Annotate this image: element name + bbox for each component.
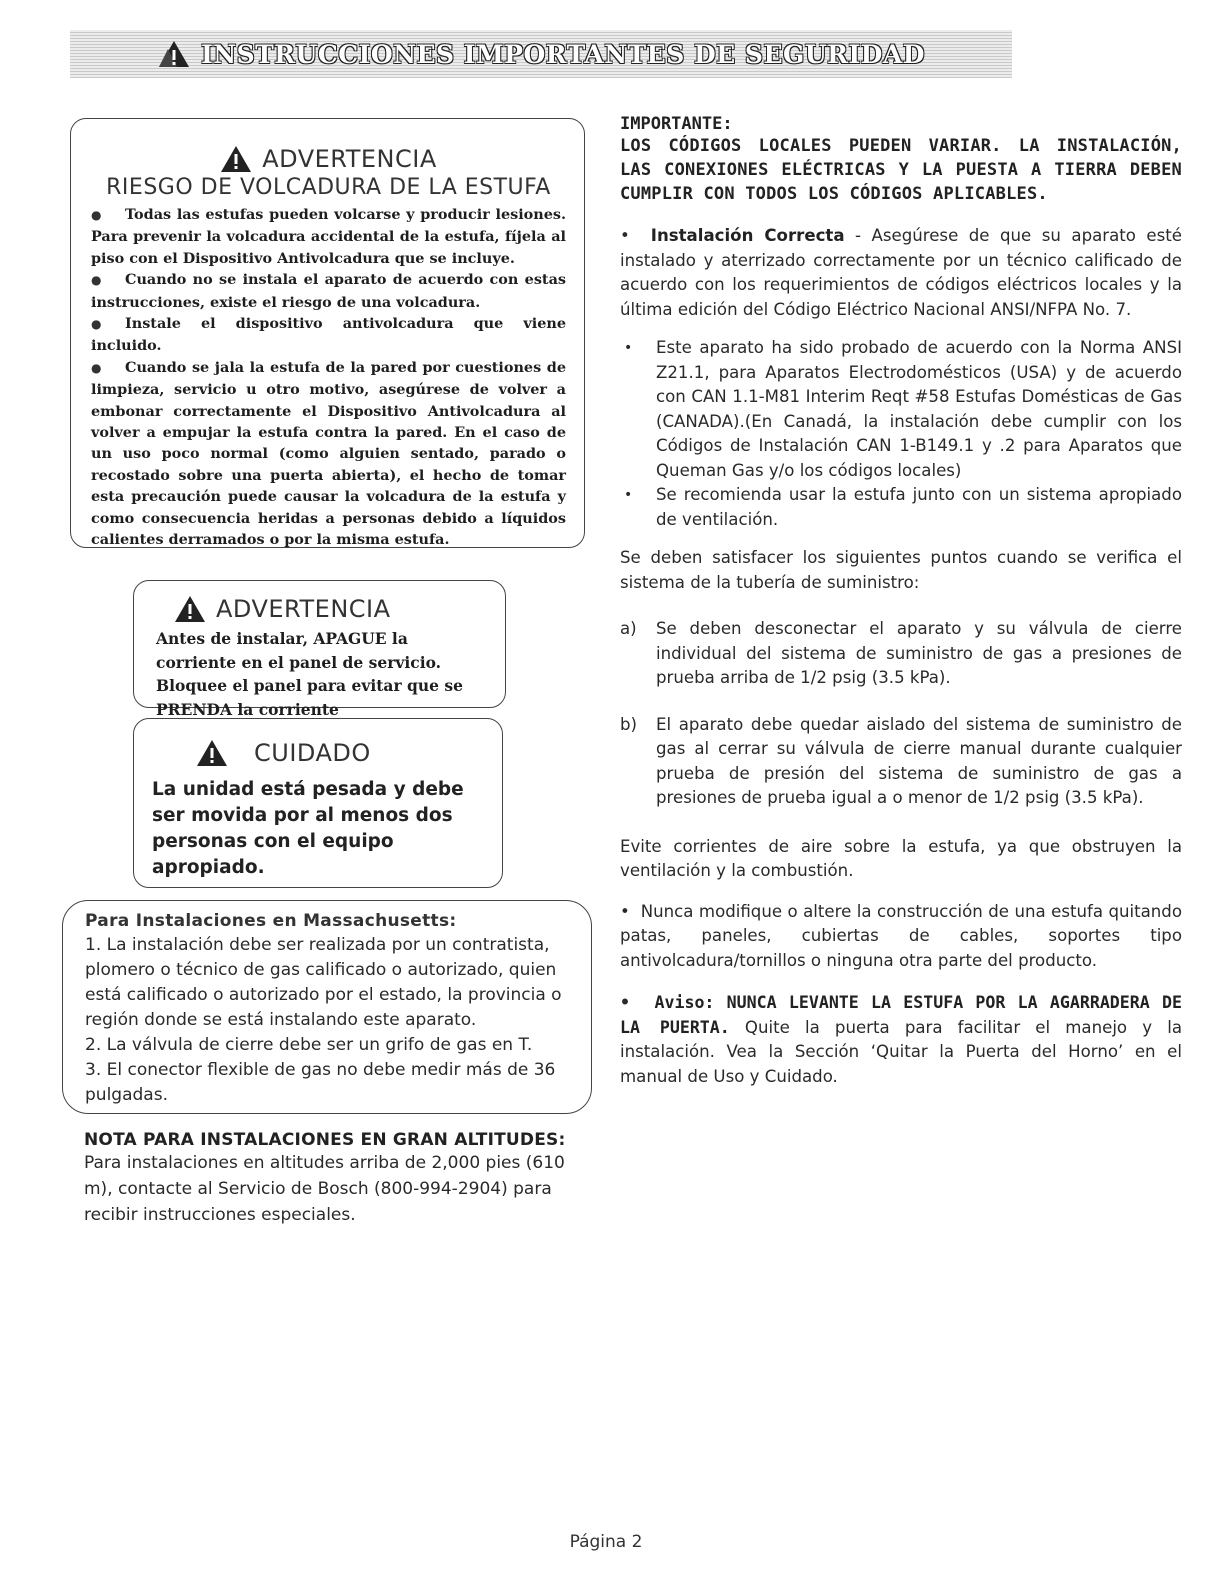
list-label: b)	[620, 714, 638, 734]
right-column	[620, 114, 1182, 1089]
massachusetts-item: 2. La válvula de cierre debe ser un grifo de gas en T.	[85, 1035, 533, 1055]
page-number: Página 2	[569, 1532, 643, 1552]
power-heading: ADVERTENCIA	[216, 595, 391, 623]
tipover-list	[91, 204, 566, 551]
standards-list	[620, 336, 1182, 532]
warning-icon	[157, 39, 191, 69]
caution-heading: CUIDADO	[254, 739, 371, 767]
massachusetts-item: 1. La instalación debe ser realizada por un contratista, plomero o técnico de gas calificado o autorizado, quien está calificado o autorizado por el estado, la provincia o región donde se está instalando este aparato.	[85, 935, 562, 1030]
install-text: - Asegúrese de que su aparato esté instalado y aterrizado correctamente por un técnico calificado de acuerdo con los requerimientos de códigos eléctricos locales y la última edición del Código Eléctrico Nacional ANSI/NFPA No. 7.	[620, 226, 1182, 319]
install-paragraph	[620, 224, 1182, 322]
altitude-note	[84, 1130, 594, 1228]
bullet-icon: •	[620, 993, 655, 1012]
header-title-row	[157, 39, 925, 69]
power-heading-row	[156, 595, 487, 623]
list-item: • Este aparato ha sido probado de acuerdo con la Norma ANSI Z21.1, para Aparatos Electrodomésticos (USA) y de acuerdo con CAN 1.1-M81 Interim Reqt #58 Estufas Domésticas de Gas (CANADA).(En Canadá, la instalación debe cumplir con los Códigos de Instalación CAN 1-B149.1 y .2 para Aparatos que Queman Gas y/o los códigos locales)	[624, 338, 1182, 480]
bullet-icon: ●	[91, 273, 102, 288]
bullet-icon: •	[624, 487, 633, 503]
tipover-heading-row	[91, 145, 566, 173]
list-item: ● Cuando no se instala el aparato de acuerdo con estas instrucciones, existe el riesgo de una volcadura.	[91, 271, 566, 311]
supply-item-a	[620, 617, 1182, 691]
page-title: INSTRUCCIONES IMPORTANTES DE SEGURIDAD	[201, 39, 925, 69]
massachusetts-item: 3. El conector flexible de gas no debe medir más de 36 pulgadas.	[85, 1060, 556, 1105]
tipover-heading: ADVERTENCIA	[262, 145, 437, 173]
aviso-lead: Aviso: NUNCA LEVANTE LA ESTUFA POR LA AGARRADERA DE LA PUERTA.	[620, 993, 1182, 1037]
altitude-title: NOTA PARA INSTALACIONES EN GRAN ALTITUDES:	[84, 1130, 566, 1150]
never-modify-paragraph: • Nunca modifique o altere la construcción de una estufa quitando patas, paneles, cubiertas de cables, soportes tipo antivolcadura/tornillos o ninguna otra parte del producto.	[620, 901, 1182, 970]
massachusetts-title: Para Instalaciones en Massachusetts:	[85, 911, 457, 931]
bullet-icon: ●	[91, 317, 102, 332]
massachusetts-box	[62, 900, 592, 1114]
aviso-text: Quite la puerta para facilitar el manejo y la instalación. Vea la Sección ‘Quitar la Puerta del Horno’ en el manual de Uso y Cuidado.	[620, 1017, 1182, 1086]
power-text: Antes de instalar, APAGUE la corriente en el panel de servicio. Bloquee el panel para evitar que se PRENDA la corriente	[156, 629, 463, 719]
warning-icon	[220, 145, 252, 173]
bullet-icon: •	[624, 340, 633, 356]
bullet-icon: •	[620, 901, 641, 921]
list-item: ● Todas las estufas pueden volcarse y producir lesiones. Para prevenir la volcadura accidental de la estufa, fíjela al piso con el Dispositivo Antivolcadura que se incluye.	[91, 206, 566, 267]
list-label: a)	[620, 619, 637, 638]
warning-icon	[196, 739, 228, 767]
list-item: ● Instale el dispositivo antivolcadura que viene incluido.	[91, 315, 566, 355]
caution-text: La unidad está pesada y debe ser movida por al menos dos personas con el equipo apropiado.	[152, 779, 464, 878]
power-warning-box	[133, 580, 506, 719]
supply-intro: Se deben satisfacer los siguientes puntos cuando se verifica el sistema de la tubería de suministro:	[620, 548, 1182, 592]
altitude-text: Para instalaciones en altitudes arriba de 2,000 pies (610 m), contacte al Servicio de Bosch (800-994-2904) para recibir instrucciones especiales.	[84, 1153, 565, 1225]
list-item: • Se recomienda usar la estufa junto con un sistema apropiado de ventilación.	[624, 485, 1182, 529]
list-item-text: Se deben desconectar el aparato y su válvula de cierre individual del sistema de suministro de gas a presiones de prueba arriba de 1/2 psig (3.5 kPa).	[656, 619, 1182, 687]
caution-box	[133, 718, 503, 888]
header-banner	[70, 30, 1012, 78]
list-item-text: El aparato debe quedar aislado del sistema de suministro de gas al cerrar su válvula de cierre manual durante cualquier prueba de presión del sistema de suministro de gas a presiones de prueba igual a o menor de 1/2 psig (3.5 kPa).	[656, 714, 1182, 807]
important-text: LOS CÓDIGOS LOCALES PUEDEN VARIAR. LA INSTALACIÓN, LAS CONEXIONES ELÉCTRICAS Y LA PUESTA A TIERRA DEBEN CUMPLIR CON TODOS LOS CÓDIGOS APLICABLES.	[620, 136, 1182, 204]
supply-item-b	[620, 713, 1182, 811]
install-lead: Instalación Correcta	[650, 226, 845, 245]
bullet-icon: ●	[91, 208, 102, 222]
list-item: ● Cuando se jala la estufa de la pared por cuestiones de limpieza, servicio u otro motivo, asegúrese de volver a embonar correctamente el Dispositivo Antivolcadura al volver a empujar la estufa contra la pared. En el caso de un uso poco normal (como alguien sentado, parado o recostado sobre una puerta abierta), el hecho de tomar esta precaución puede causar la volcadura de la estufa y como consecuencia heridas a personas debido a líquidos calientes derramados o por la misma estufa.	[91, 358, 566, 549]
tipover-warning-box	[70, 118, 585, 548]
aviso-paragraph	[620, 991, 1182, 1089]
caution-heading-row	[152, 739, 484, 767]
tipover-subheading: RIESGO DE VOLCADURA DE LA ESTUFA	[106, 175, 551, 200]
drafts-paragraph: Evite corrientes de aire sobre la estufa, ya que obstruyen la ventilación y la combustión.	[620, 836, 1182, 880]
bullet-icon: •	[620, 226, 651, 245]
bullet-icon: ●	[91, 360, 102, 375]
warning-icon	[174, 595, 206, 623]
important-label: IMPORTANTE:	[620, 114, 733, 134]
